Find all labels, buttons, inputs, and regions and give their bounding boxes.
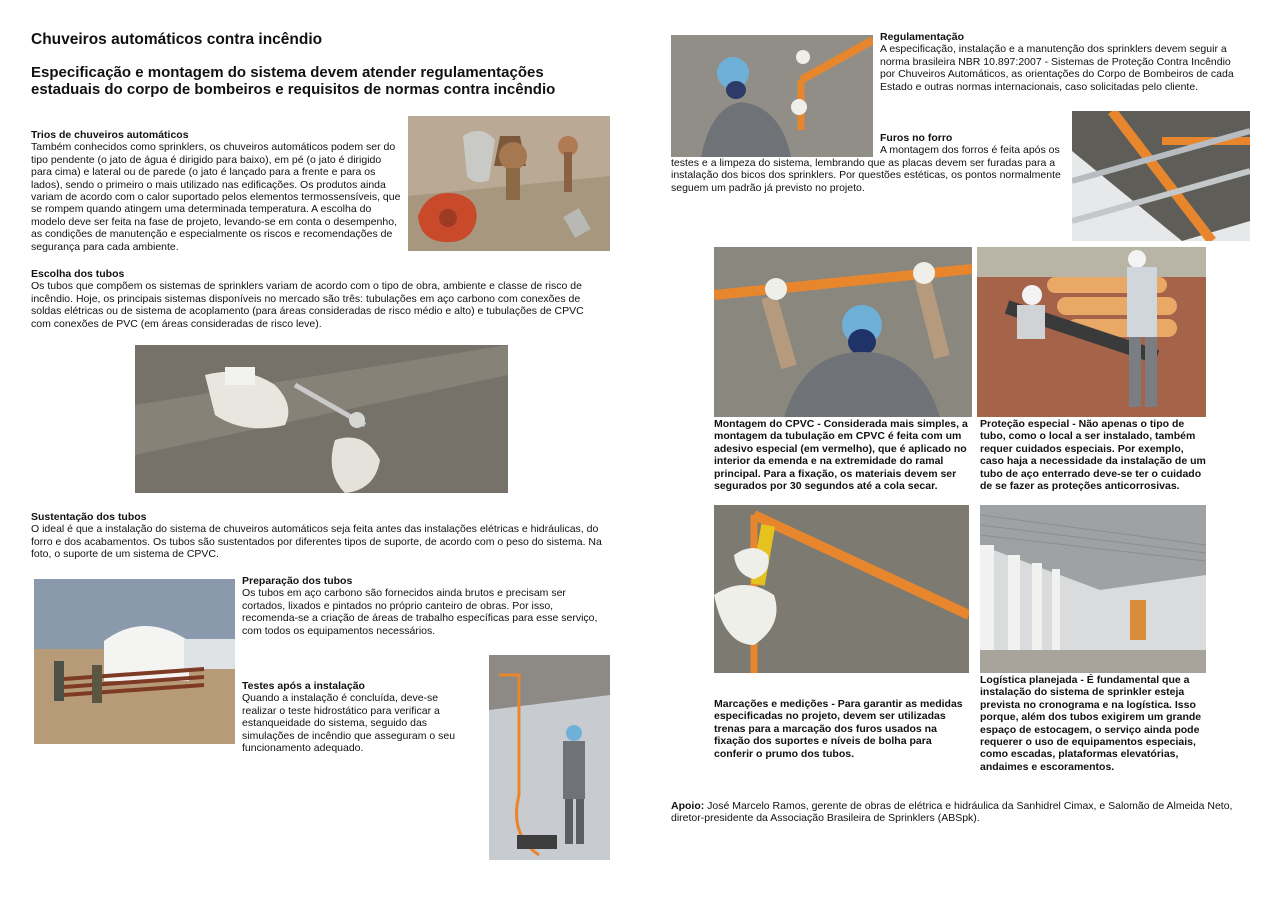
preparacao-heading: Preparação dos tubos bbox=[242, 575, 353, 587]
furos-body: A montagem dos forros é feita após os testes e a limpeza do sistema, lembrando que as placas devem ser furadas para a instalação dos bicos dos sprinklers. Por questões estéticas, os pontos normalmente seguem um padrão já previsto no projeto. bbox=[671, 144, 1061, 194]
trios-heading: Trios de chuveiros automáticos bbox=[31, 129, 189, 141]
section-sustentacao bbox=[31, 511, 603, 561]
photo-ceiling-pipes bbox=[1072, 111, 1250, 241]
trios-body: Também conhecidos como sprinklers, os chuveiros automáticos podem ser do tipo pendente (o jato de água é dirigido para baixo), em pé (o jato é dirigido para cima) e lateral ou de parede (o jato é lançado para a frente e para os lados), sendo o primeiro o mais utilizado nas edificações. Os produtos ainda variam de acordo com o calor suportado pelos elementos termossensíveis, que se rompem quando atingem uma determinada temperatura. A escolha do modelo deve ser feita na fase de projeto, levando-se em conta o desempenho, as condições de manutenção e especialmente os riscos e recomendações de segurança para cada ambiente. bbox=[31, 141, 401, 253]
testes-heading: Testes após a instalação bbox=[242, 680, 365, 692]
section-preparacao bbox=[242, 575, 610, 637]
apoio-text: José Marcelo Ramos, gerente de obras de elétrica e hidráulica da Sanhidrel Cimax, e Salomão de Almeida Neto, diretor-presidente da Associação Brasileira de Sprinklers (ABSpk). bbox=[671, 800, 1233, 825]
section-trios bbox=[31, 129, 401, 253]
caption-logistica: Logística planejada - É fundamental que a instalação do sistema de sprinkler esteja prevista no cronograma e na logística. Isso porque, além dos tubos exigirem um grande espaço de estocagem, o serviço ainda pode requerer o uso de equipamentos especiais, como escadas, plataformas elevatórias, andaimes e escoramentos. bbox=[980, 674, 1202, 773]
apoio-credits bbox=[671, 800, 1256, 825]
regulamentacao-heading: Regulamentação bbox=[880, 31, 965, 43]
section-testes bbox=[242, 680, 470, 754]
page-subtitle: Especificação e montagem do sistema devem atender regulamentações estaduais do corpo de bombeiros e requisitos de normas contra incêndio bbox=[31, 64, 556, 98]
photo-pipe-support bbox=[135, 345, 508, 493]
section-regulamentacao bbox=[880, 31, 1248, 93]
escolha-body: Os tubos que compõem os sistemas de sprinklers variam de acordo com o tipo de obra, ambiente e classe de risco de incêndio. Hoje, os principais sistemas disponíveis no mercado são três: tubulações em aço carbono com conexões de soldas elétricas ou de sistema de acoplamento (para áreas consideradas de risco médio e alto) e tubulações de CPVC com conexões de PVC (em áreas consideradas de risco leve). bbox=[31, 280, 584, 330]
photo-cpvc-assembly bbox=[714, 247, 972, 417]
testes-body: Quando a instalação é concluída, deve-se realizar o teste hidrostático para verificar a estanqueidade do sistema, seguido das simulações de incêndio que asseguram o seu funcionamento adequado. bbox=[242, 692, 456, 755]
photo-hydrostatic-test bbox=[489, 655, 610, 860]
apoio-label: Apoio: bbox=[671, 800, 705, 812]
escolha-heading: Escolha dos tubos bbox=[31, 268, 125, 280]
caption-marcacoes: Marcações e medições - Para garantir as medidas especificadas no projeto, devem ser utilizadas trenas para a marcação dos furos usados na fixação dos suportes e níveis de bolha para conferir o prumo dos tubos. bbox=[714, 698, 963, 760]
photo-pipe-workshop bbox=[34, 579, 235, 744]
page-title: Chuveiros automáticos contra incêndio bbox=[31, 31, 323, 48]
section-furos bbox=[671, 132, 1066, 194]
furos-heading: Furos no forro bbox=[880, 132, 953, 144]
caption-protecao: Proteção especial - Não apenas o tipo de tubo, como o local a ser instalado, também requer cuidados especiais. Por exemplo, caso haja a necessidade da instalação de um tubo de aço enterrado deve-se ter o cuidado de se fazer as proteções anticorrosivas. bbox=[980, 418, 1206, 493]
photo-warehouse bbox=[980, 505, 1206, 673]
section-escolha bbox=[31, 268, 603, 330]
photo-buried-pipe bbox=[977, 247, 1206, 417]
photo-sprinkler-heads bbox=[408, 116, 610, 251]
regulamentacao-body: A especificação, instalação e a manutenção dos sprinklers devem seguir a norma brasileira NBR 10.897:2007 - Sistemas de Proteção Contra Incêndio por Chuveiros Automáticos, as orientações do Corpo de Bombeiros de cada Estado e outras normas internacionais, caso solicitadas pelo cliente. bbox=[880, 43, 1234, 93]
caption-montagem: Montagem do CPVC - Considerada mais simples, a montagem da tubulação em CPVC é feita com um adesivo especial (em vermelho), que é aplicado no interior da emenda e na extremidade do ramal principal. Para a fixação, os materiais devem ser segurados por 30 segundos até a cola secar. bbox=[714, 418, 968, 493]
preparacao-body: Os tubos em aço carbono são fornecidos ainda brutos e precisam ser cortados, lixados e pintados no próprio canteiro de obras. Por isso, recomenda-se a criação de áreas de trabalho específicas para esse serviço, com todos os equipamentos necessários. bbox=[242, 587, 598, 637]
sustentacao-body: O ideal é que a instalação do sistema de chuveiros automáticos seja feita antes das instalações elétricas e hidráulicas, do forro e dos acabamentos. Os tubos são sustentados por diferentes tipos de suporte, de acordo com o peso do sistema. Na foto, o suporte de um sistema de CPVC. bbox=[31, 523, 602, 561]
photo-measurements bbox=[714, 505, 969, 673]
sustentacao-heading: Sustentação dos tubos bbox=[31, 511, 147, 523]
